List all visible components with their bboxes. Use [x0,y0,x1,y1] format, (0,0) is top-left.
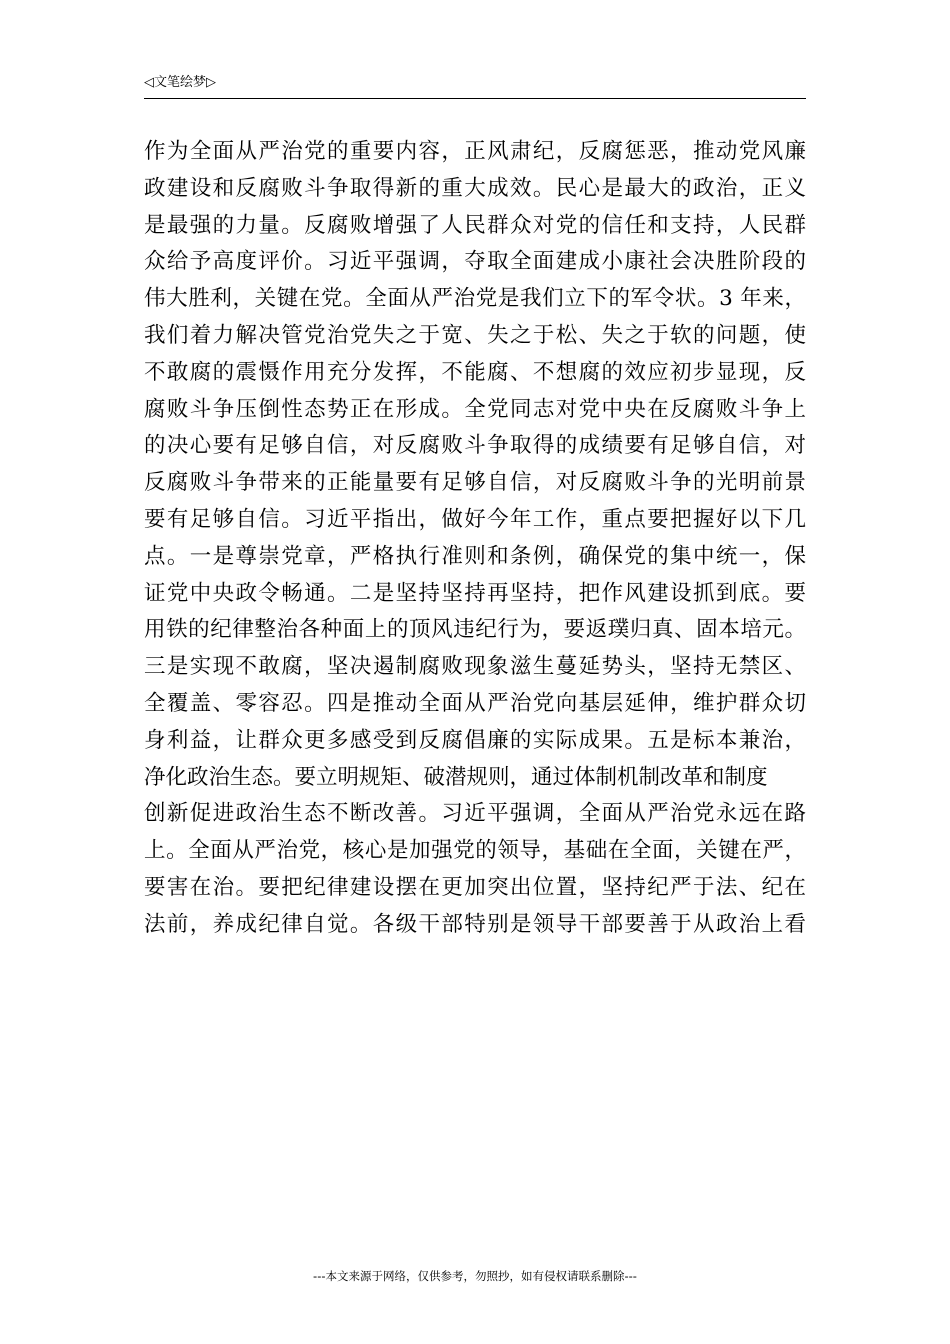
header-label: ◁文笔绘梦▷ [144,75,216,90]
text-line: 作为全面从严治党的重要内容，正风肃纪，反腐惩恶，推动党风廉 [144,139,806,164]
text-line: 伟大胜利，关键在党。全面从严治党是我们立下的军令状。3 年来， [144,286,806,312]
text-line: 用铁的纪律整治各种面上的顶风违纪行为，要返璞归真、固本培元。 [144,617,806,643]
text-line: 全覆盖、零容忍。四是推动全面从严治党向基层延伸，维护群众切 [144,690,806,716]
text-line: 的决心要有足够自信，对反腐败斗争取得的成绩要有足够自信，对 [144,433,806,459]
text-line: 法前，养成纪律自觉。各级干部特别是领导干部要善于从政治上看 [144,911,806,937]
text-line: 创新促进政治生态不断改善。习近平强调，全面从严治党永远在路 [144,801,806,827]
text-line: 政建设和反腐败斗争取得新的重大成效。民心是最大的政治，正义 [144,175,806,201]
text-line: 是最强的力量。反腐败增强了人民群众对党的信任和支持，人民群 [144,212,806,238]
footer-notice: ---本文来源于网络，仅供参考，勿照抄，如有侵权请联系删除--- [313,1269,637,1283]
text-line: 众给予高度评价。习近平强调，夺取全面建成小康社会决胜阶段的 [144,249,806,275]
page-header [144,72,806,99]
text-line: 我们着力解决管党治党失之于宽、失之于松、失之于软的问题，使 [144,322,806,348]
text-line: 不敢腐的震慑作用充分发挥，不能腐、不想腐的效应初步显现，反 [144,359,806,385]
text-line: 净化政治生态。要立明规矩、破潜规则，通过体制机制改革和制度 [144,764,768,790]
text-line: 要有足够自信。习近平指出，做好今年工作，重点要把握好以下几 [144,506,806,532]
text-line: 点。一是尊崇党章，严格执行准则和条例，确保党的集中统一，保 [144,543,806,569]
text-line: 腐败斗争压倒性态势正在形成。全党同志对党中央在反腐败斗争上 [144,396,806,422]
text-line: 三是实现不敢腐，坚决遏制腐败现象滋生蔓延势头，坚持无禁区、 [144,654,806,680]
text-line: 上。全面从严治党，核心是加强党的领导，基础在全面，关键在严， [144,838,806,864]
text-line: 反腐败斗争带来的正能量要有足够自信，对反腐败斗争的光明前景 [144,470,806,496]
body-text [144,134,806,944]
text-line: 证党中央政令畅通。二是坚持坚持再坚持，把作风建设抓到底。要 [144,580,806,606]
text-line: 要害在治。要把纪律建设摆在更加突出位置，坚持纪严于法、纪在 [144,874,806,900]
text-line: 身利益，让群众更多感受到反腐倡廉的实际成果。五是标本兼治， [144,727,806,753]
